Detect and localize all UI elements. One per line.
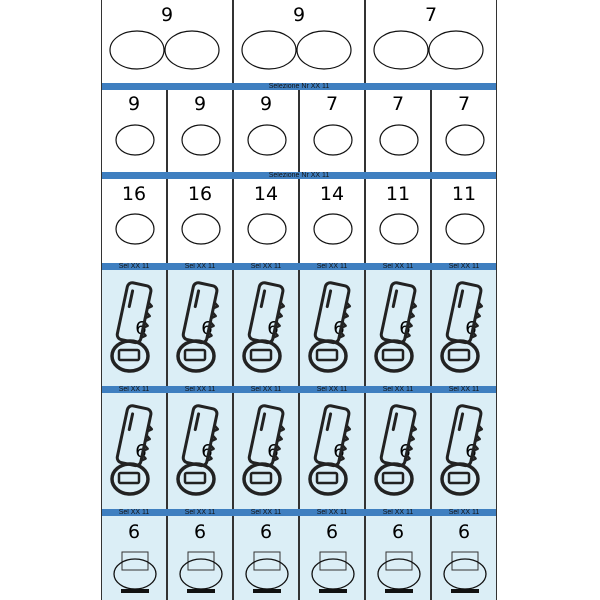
syringe-vial-icon: [303, 278, 363, 378]
row4-cell-2-number: 6: [201, 318, 213, 339]
row4-cell-4[interactable]: [299, 270, 365, 386]
jar-ellipse-icon: [239, 550, 295, 598]
strip-label: Selezione Nr XX 11: [268, 172, 330, 179]
syringe-vial-icon: [369, 401, 429, 501]
row3-cell-1[interactable]: [101, 179, 167, 263]
strip-label: Sel XX 11: [118, 386, 150, 393]
row4-cell-2[interactable]: [167, 270, 233, 386]
row4-cell-6[interactable]: [431, 270, 497, 386]
row3-cell-4-number: 14: [319, 183, 345, 205]
ellipse-pair-icon: [241, 31, 359, 71]
row5-cell-6-number: 6: [465, 441, 477, 462]
row1-cell-1-number: 9: [160, 4, 174, 26]
ellipse-icon: [175, 123, 227, 157]
syringe-vial-icon: [303, 401, 363, 501]
row6-cell-2-number: 6: [193, 521, 207, 543]
row2-cell-4[interactable]: [299, 90, 365, 172]
row4-cell-3-number: 6: [267, 318, 279, 339]
row3-cell-2-number: 16: [187, 183, 213, 205]
row-4: [101, 270, 497, 386]
row5-cell-5[interactable]: [365, 393, 431, 509]
row2-cell-1[interactable]: [101, 90, 167, 172]
syringe-vial-icon: [171, 278, 231, 378]
syringe-vial-icon: [237, 401, 297, 501]
syringe-vial-icon: [369, 278, 429, 378]
row6-cell-5-number: 6: [391, 521, 405, 543]
strip-label: Sel XX 11: [448, 509, 480, 516]
row6-cell-4-number: 6: [325, 521, 339, 543]
row3-cell-4[interactable]: [299, 179, 365, 263]
row4-cell-5-number: 6: [399, 318, 411, 339]
selection-strip-1: [101, 83, 497, 90]
ellipse-icon: [307, 212, 359, 246]
strip-label: Selezione Nr XX 11: [268, 83, 330, 90]
row6-cell-2[interactable]: [167, 516, 233, 600]
ellipse-icon: [241, 123, 293, 157]
row5-cell-2[interactable]: [167, 393, 233, 509]
row5-cell-1-number: 6: [135, 441, 147, 462]
row3-cell-6[interactable]: [431, 179, 497, 263]
strip-label: Sel XX 11: [118, 509, 150, 516]
strip-label: Sel XX 11: [316, 509, 348, 516]
row2-cell-6-number: 7: [457, 93, 471, 115]
row5-cell-3[interactable]: [233, 393, 299, 509]
row2-cell-6[interactable]: [431, 90, 497, 172]
selection-sheet: [101, 0, 497, 600]
ellipse-icon: [175, 212, 227, 246]
row6-cell-1[interactable]: [101, 516, 167, 600]
row6-cell-6-number: 6: [457, 521, 471, 543]
row1-cell-2[interactable]: [233, 0, 365, 83]
syringe-vial-icon: [435, 401, 495, 501]
syringe-vial-icon: [435, 278, 495, 378]
ellipse-pair-icon: [373, 31, 491, 71]
ellipse-icon: [373, 123, 425, 157]
strip-label: Sel XX 11: [250, 386, 282, 393]
row2-cell-5-number: 7: [391, 93, 405, 115]
row3-cell-3-number: 14: [253, 183, 279, 205]
row1-cell-3[interactable]: [365, 0, 497, 83]
strip-label: Sel XX 11: [448, 386, 480, 393]
row-3: [101, 179, 497, 263]
row2-cell-4-number: 7: [325, 93, 339, 115]
row4-cell-1-number: 6: [135, 318, 147, 339]
row3-cell-2[interactable]: [167, 179, 233, 263]
strip-label: Sel XX 11: [316, 386, 348, 393]
ellipse-icon: [439, 123, 491, 157]
syringe-vial-icon: [171, 401, 231, 501]
ellipse-icon: [109, 123, 161, 157]
row1-cell-3-number: 7: [424, 4, 438, 26]
selection-strip-2: [101, 172, 497, 179]
row6-cell-4[interactable]: [299, 516, 365, 600]
jar-ellipse-icon: [107, 550, 163, 598]
syringe-vial-icon: [237, 278, 297, 378]
strip-label: Sel XX 11: [118, 263, 150, 270]
jar-ellipse-icon: [173, 550, 229, 598]
row3-cell-5[interactable]: [365, 179, 431, 263]
strip-label: Sel XX 11: [184, 509, 216, 516]
row6-cell-6[interactable]: [431, 516, 497, 600]
row6-cell-3[interactable]: [233, 516, 299, 600]
strip-label: Sel XX 11: [184, 263, 216, 270]
syringe-vial-icon: [105, 278, 165, 378]
jar-ellipse-icon: [305, 550, 361, 598]
syringe-vial-icon: [105, 401, 165, 501]
row4-cell-5[interactable]: [365, 270, 431, 386]
row1-cell-2-number: 9: [292, 4, 306, 26]
row5-cell-3-number: 6: [267, 441, 279, 462]
ellipse-icon: [241, 212, 293, 246]
jar-ellipse-icon: [437, 550, 493, 598]
strip-label: Sel XX 11: [382, 263, 414, 270]
strip-label: Sel XX 11: [316, 263, 348, 270]
ellipse-icon: [373, 212, 425, 246]
row6-cell-5[interactable]: [365, 516, 431, 600]
ellipse-pair-icon: [109, 31, 227, 71]
strip-label: Sel XX 11: [184, 386, 216, 393]
row2-cell-5[interactable]: [365, 90, 431, 172]
selection-strip-4: [101, 386, 497, 393]
row5-cell-4-number: 6: [333, 441, 345, 462]
row4-cell-4-number: 6: [333, 318, 345, 339]
row2-cell-2-number: 9: [193, 93, 207, 115]
ellipse-icon: [439, 212, 491, 246]
row6-cell-3-number: 6: [259, 521, 273, 543]
row2-cell-2[interactable]: [167, 90, 233, 172]
strip-label: Sel XX 11: [250, 263, 282, 270]
ellipse-icon: [307, 123, 359, 157]
row3-cell-3[interactable]: [233, 179, 299, 263]
row5-cell-5-number: 6: [399, 441, 411, 462]
row3-cell-6-number: 11: [451, 183, 477, 205]
row3-cell-1-number: 16: [121, 183, 147, 205]
ellipse-icon: [109, 212, 161, 246]
strip-label: Sel XX 11: [382, 386, 414, 393]
strip-label: Sel XX 11: [448, 263, 480, 270]
row-2: [101, 90, 497, 172]
row5-cell-1[interactable]: [101, 393, 167, 509]
selection-strip-3: [101, 263, 497, 270]
row-5: [101, 393, 497, 509]
strip-label: Sel XX 11: [250, 509, 282, 516]
row2-cell-3-number: 9: [259, 93, 273, 115]
row1-cell-1[interactable]: [101, 0, 233, 83]
row5-cell-4[interactable]: [299, 393, 365, 509]
selection-strip-5: [101, 509, 497, 516]
row2-cell-3[interactable]: [233, 90, 299, 172]
row3-cell-5-number: 11: [385, 183, 411, 205]
row-1: [101, 0, 497, 83]
row-6: [101, 516, 497, 600]
row4-cell-1[interactable]: [101, 270, 167, 386]
row2-cell-1-number: 9: [127, 93, 141, 115]
strip-label: Sel XX 11: [382, 509, 414, 516]
row5-cell-2-number: 6: [201, 441, 213, 462]
row6-cell-1-number: 6: [127, 521, 141, 543]
row4-cell-6-number: 6: [465, 318, 477, 339]
row5-cell-6[interactable]: [431, 393, 497, 509]
jar-ellipse-icon: [371, 550, 427, 598]
row4-cell-3[interactable]: [233, 270, 299, 386]
